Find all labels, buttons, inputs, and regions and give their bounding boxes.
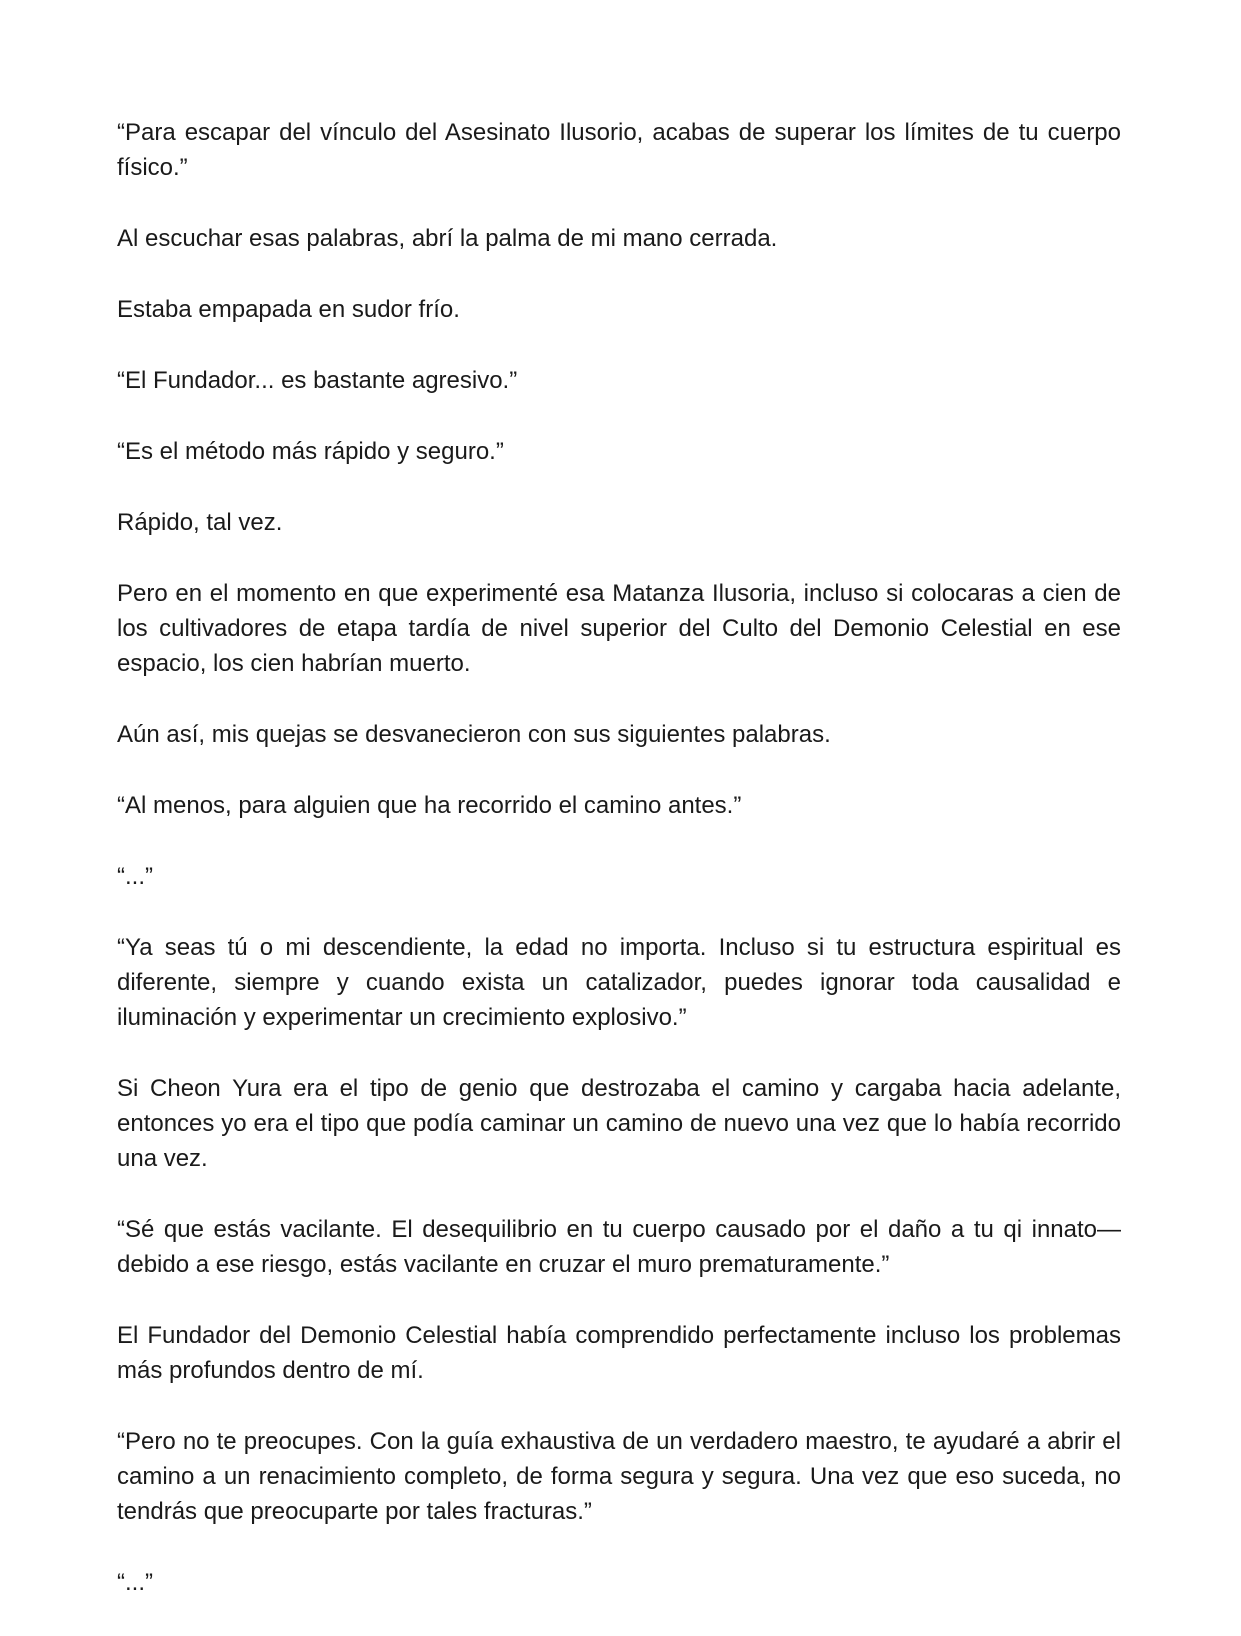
paragraph: “Sé que estás vacilante. El desequilibrio en tu cuerpo causado por el daño a tu qi innato—debido a ese riesgo, estás vacilante en cruzar el muro prematuramente.” — [117, 1216, 1121, 1278]
paragraph: “Ya seas tú o mi descendiente, la edad no importa. Incluso si tu estructura espiritual es diferente, siempre y cuando exista un catalizador, puedes ignorar toda causalidad e iluminación y experimentar un crecimiento explosivo.” — [117, 934, 1121, 1031]
paragraph: Rápido, tal vez. — [117, 509, 283, 536]
paragraph: “Para escapar del vínculo del Asesinato Ilusorio, acabas de superar los límites de tu cuerpo físico.” — [117, 119, 1121, 181]
paragraph: Estaba empapada en sudor frío. — [117, 296, 460, 323]
document-body — [117, 115, 1121, 1636]
paragraph: “...” — [117, 863, 153, 890]
paragraph: “Al menos, para alguien que ha recorrido el camino antes.” — [117, 792, 742, 819]
paragraph: Aún así, mis quejas se desvanecieron con sus siguientes palabras. — [117, 721, 831, 748]
paragraph: “...” — [117, 1569, 153, 1596]
paragraph: “Es el método más rápido y seguro.” — [117, 438, 504, 465]
paragraph: Al escuchar esas palabras, abrí la palma de mi mano cerrada. — [117, 225, 778, 252]
paragraph: “Pero no te preocupes. Con la guía exhaustiva de un verdadero maestro, te ayudaré a abrir el camino a un renacimiento completo, de forma segura y segura. Una vez que eso suceda, no tendrás que preocuparte por tales fracturas.” — [117, 1428, 1121, 1525]
paragraph: Pero en el momento en que experimenté esa Matanza Ilusoria, incluso si colocaras a cien de los cultivadores de etapa tardía de nivel superior del Culto del Demonio Celestial en ese espacio, los cien habrían muerto. — [117, 580, 1121, 677]
paragraph: Si Cheon Yura era el tipo de genio que destrozaba el camino y cargaba hacia adelante, entonces yo era el tipo que podía caminar un camino de nuevo una vez que lo había recorrido una vez. — [117, 1075, 1121, 1172]
paragraph: El Fundador del Demonio Celestial había comprendido perfectamente incluso los problemas más profundos dentro de mí. — [117, 1322, 1121, 1384]
paragraph: “El Fundador... es bastante agresivo.” — [117, 367, 518, 394]
